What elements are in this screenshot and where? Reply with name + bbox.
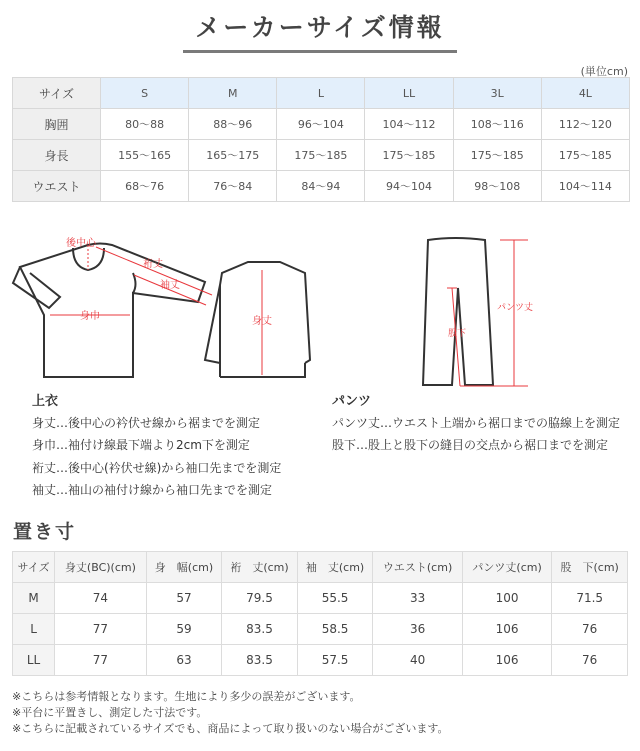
cell: 88〜96 xyxy=(189,109,277,140)
header-cell: パンツ丈(cm) xyxy=(462,552,552,583)
header-cell: サイズ xyxy=(13,552,55,583)
top-note: 袖丈…袖山の袖付け線から袖口先までを測定 xyxy=(32,483,273,497)
cell: 74 xyxy=(55,583,147,614)
table-row xyxy=(13,109,630,140)
header-cell: 身 幅(cm) xyxy=(146,552,222,583)
footnote: ※平台に平置きし、測定した寸法です。 xyxy=(12,706,208,719)
table-row xyxy=(13,645,628,676)
top-note: 裄丈…後中心(衿伏せ線)から袖口先までを測定 xyxy=(32,461,282,475)
row-label: 胸囲 xyxy=(13,109,101,140)
header-cell: 股 下(cm) xyxy=(552,552,628,583)
cell: 77 xyxy=(55,614,147,645)
cell: 100 xyxy=(462,583,552,614)
cell: 98〜108 xyxy=(453,171,541,202)
cell: 76 xyxy=(552,645,628,676)
cell: 106 xyxy=(462,614,552,645)
footnote: ※こちらに記載されているサイズでも、商品によって取り扱いのない場合がございます。 xyxy=(12,722,449,735)
table-header-row xyxy=(13,552,628,583)
title-wrap xyxy=(0,8,640,53)
label-back-center: 後中心 xyxy=(66,238,96,249)
cell: 104〜114 xyxy=(541,171,629,202)
cell: 59 xyxy=(146,614,222,645)
row-label: LL xyxy=(13,645,55,676)
table-row xyxy=(13,171,630,202)
flat-heading: 置き寸 xyxy=(13,521,77,543)
size-col: LL xyxy=(365,78,453,109)
size-col: 3L xyxy=(453,78,541,109)
row-label: 身長 xyxy=(13,140,101,171)
cell: 76 xyxy=(552,614,628,645)
cell: 80〜88 xyxy=(101,109,189,140)
label-yuki: 裄丈 xyxy=(143,259,163,270)
size-col: L xyxy=(277,78,365,109)
cell: 104〜112 xyxy=(365,109,453,140)
cell: 94〜104 xyxy=(365,171,453,202)
pants-heading: パンツ xyxy=(332,394,372,409)
label-pants-length: パンツ丈 xyxy=(497,303,534,313)
table-row xyxy=(13,614,628,645)
pants-note: パンツ丈…ウエスト上端から裾口までの脇線上を測定 xyxy=(332,416,621,430)
cell: 96〜104 xyxy=(277,109,365,140)
cell: 55.5 xyxy=(297,583,373,614)
size-col: 4L xyxy=(541,78,629,109)
cell: 57.5 xyxy=(297,645,373,676)
cell: 106 xyxy=(462,645,552,676)
header-cell: ウエスト(cm) xyxy=(373,552,463,583)
unit-label: (単位cm) xyxy=(580,65,628,78)
cell: 175〜185 xyxy=(453,140,541,171)
cell: 175〜185 xyxy=(365,140,453,171)
row-label: M xyxy=(13,583,55,614)
cell: 84〜94 xyxy=(277,171,365,202)
header-cell: 袖 丈(cm) xyxy=(297,552,373,583)
cell: 83.5 xyxy=(222,614,298,645)
maker-size-table xyxy=(12,77,630,202)
table-row xyxy=(13,583,628,614)
top-heading: 上衣 xyxy=(32,394,59,409)
cell: 33 xyxy=(373,583,463,614)
cell: 40 xyxy=(373,645,463,676)
cell: 165〜175 xyxy=(189,140,277,171)
label-width: 身巾 xyxy=(80,311,100,322)
row-label: ウエスト xyxy=(13,171,101,202)
footnote: ※こちらは参考情報となります。生地により多少の誤差がございます。 xyxy=(12,690,361,703)
cell: 76〜84 xyxy=(189,171,277,202)
cell: 112〜120 xyxy=(541,109,629,140)
size-col: M xyxy=(189,78,277,109)
pants-note: 股下…股上と股下の縫目の交点から裾口までを測定 xyxy=(332,438,609,452)
cell: 58.5 xyxy=(297,614,373,645)
table-row xyxy=(13,140,630,171)
cell: 79.5 xyxy=(222,583,298,614)
pants-diagram xyxy=(400,228,560,393)
label-sleeve: 袖丈 xyxy=(160,280,180,291)
header-cell: 身丈(BC)(cm) xyxy=(55,552,147,583)
table-header-row xyxy=(13,78,630,109)
shirt-diagram xyxy=(0,225,330,385)
size-col: S xyxy=(101,78,189,109)
cell: 155〜165 xyxy=(101,140,189,171)
row-label: L xyxy=(13,614,55,645)
cell: 71.5 xyxy=(552,583,628,614)
cell: 175〜185 xyxy=(541,140,629,171)
header-cell: サイズ xyxy=(13,78,101,109)
cell: 63 xyxy=(146,645,222,676)
top-note: 身丈…後中心の衿伏せ線から裾までを測定 xyxy=(32,416,261,430)
cell: 36 xyxy=(373,614,463,645)
cell: 68〜76 xyxy=(101,171,189,202)
cell: 57 xyxy=(146,583,222,614)
page-title: メーカーサイズ情報 xyxy=(183,8,457,53)
cell: 175〜185 xyxy=(277,140,365,171)
cell: 83.5 xyxy=(222,645,298,676)
label-inseam: 股下 xyxy=(448,329,467,339)
cell: 77 xyxy=(55,645,147,676)
cell: 108〜116 xyxy=(453,109,541,140)
header-cell: 裄 丈(cm) xyxy=(222,552,298,583)
top-note: 身巾…袖付け線最下端より2cm下を測定 xyxy=(32,438,250,452)
flat-size-table xyxy=(12,551,628,676)
label-length: 身丈 xyxy=(252,316,272,327)
